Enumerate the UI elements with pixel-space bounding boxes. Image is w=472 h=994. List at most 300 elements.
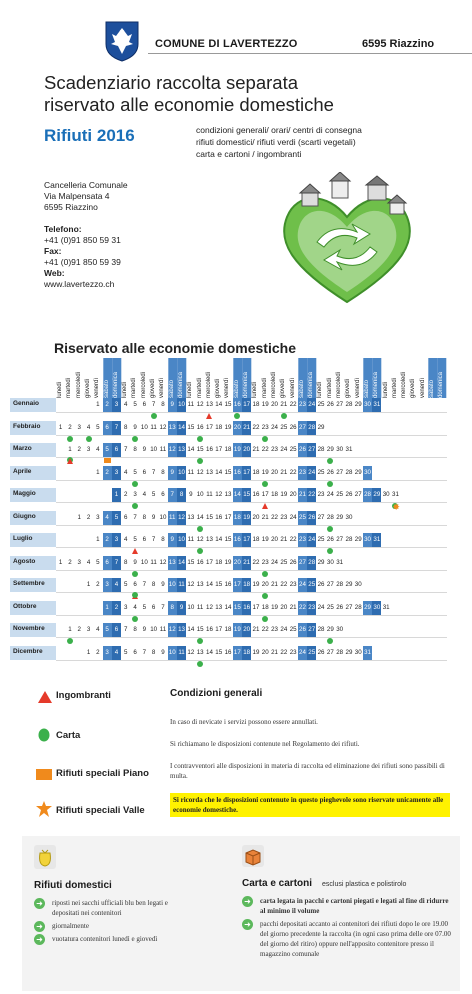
calendar-day: 2 (124, 491, 128, 498)
calendar-day: 5 (103, 623, 112, 637)
calendar-day: 23 (271, 446, 278, 453)
calendar-day: 13 (206, 401, 213, 408)
calendar-day: 7 (151, 536, 156, 543)
calendar-day: 6 (103, 421, 112, 435)
weekday-header: lunedì (382, 381, 389, 398)
calendar-day: 18 (233, 511, 242, 525)
calendar-day: 8 (168, 601, 177, 615)
calendar-day: 22 (289, 401, 297, 408)
calendar-day: 5 (142, 603, 147, 611)
calendar-day: 29 (354, 468, 362, 476)
piano-marker (104, 458, 111, 463)
calendar-day: 6 (133, 581, 137, 588)
calendar-day: 20 (289, 491, 297, 498)
calendar-day: 12 (168, 443, 177, 457)
calendar-day: 1 (58, 558, 63, 566)
subtitle (196, 124, 416, 160)
calendar-day: 20 (261, 581, 269, 588)
weekday-header: mercoledì (270, 371, 277, 398)
calendar-day: 4 (142, 491, 147, 498)
calendar-day: 9 (168, 466, 177, 480)
calendar-day: 24 (298, 646, 307, 660)
calendar-day: 25 (317, 401, 325, 408)
calendar-day: 27 (336, 536, 344, 543)
page-title (44, 72, 444, 116)
calendar-day: 27 (317, 513, 325, 521)
subtitle-line: rifiuti domestici/ rifiuti verdi (scarti vegetali) (196, 137, 356, 147)
month-label: Novembre (10, 623, 56, 637)
calendar-day: 5 (124, 648, 128, 656)
calendar-day: 17 (206, 558, 213, 566)
row-divider (56, 412, 447, 413)
calendar-day: 16 (233, 466, 242, 480)
weekday-header: venerdì (224, 377, 231, 398)
calendar-day: 13 (177, 443, 186, 457)
calendar-day: 31 (345, 446, 353, 453)
calendar-day: 22 (271, 513, 278, 521)
calendar-day: 24 (280, 626, 288, 633)
row-divider (56, 435, 447, 436)
legend-carta: Carta (56, 730, 81, 741)
carta-marker (327, 481, 333, 487)
calendar-day: 29 (317, 558, 325, 566)
calendar-day: 9 (133, 558, 137, 566)
calendar-day: 21 (298, 488, 307, 502)
calendar-day: 30 (363, 533, 372, 547)
calendar-day: 19 (280, 491, 288, 498)
valle-marker: ✸ (392, 502, 400, 512)
carta-marker (67, 436, 73, 442)
calendar-day: 15 (224, 401, 232, 408)
calendar-day: 22 (289, 536, 297, 543)
calendar-day: 12 (196, 468, 204, 476)
arrow-right-icon: ➜ (34, 898, 45, 909)
office-name: Cancelleria Comunale (44, 180, 128, 190)
calendar-day: 17 (242, 533, 251, 547)
calendar-day: 10 (177, 533, 186, 547)
calendar-day: 27 (345, 603, 353, 611)
calendar-day: 7 (124, 446, 128, 453)
calendar-day: 1 (96, 468, 100, 476)
calendar-day: 20 (271, 536, 278, 543)
calendar-day: 22 (261, 446, 269, 453)
weekday-header: mercoledì (75, 371, 82, 398)
calendar-day: 15 (215, 581, 223, 588)
month-label: Aprile (10, 466, 56, 480)
calendar-day: 14 (215, 536, 223, 543)
carta-marker (67, 638, 73, 644)
calendar-day: 26 (326, 536, 334, 543)
weekday-header: martedì (391, 377, 398, 398)
calendar-day: 3 (112, 466, 121, 480)
calendar-day: 16 (196, 423, 204, 431)
contact-block (44, 180, 244, 290)
calendar-day: 3 (77, 558, 81, 566)
calendar-day: 17 (206, 423, 213, 431)
calendar-day: 29 (372, 488, 381, 502)
calendar-day: 10 (168, 646, 177, 660)
calendar-day: 20 (271, 401, 278, 408)
calendar-day: 23 (298, 533, 307, 547)
calendar-day: 19 (261, 401, 269, 408)
calendar-day: 10 (140, 423, 148, 431)
calendar-day: 11 (187, 401, 195, 408)
calendar-day: 12 (159, 558, 167, 566)
calendar-day: 7 (161, 603, 165, 611)
arrow-right-icon: ➜ (34, 934, 45, 945)
calendar-day: 20 (280, 603, 288, 611)
calendar-day: 7 (112, 421, 121, 435)
month-label: Ottobre (10, 601, 56, 615)
calendar-day: 26 (298, 623, 307, 637)
calendar-day: 22 (307, 488, 316, 502)
calendar-day: 5 (124, 581, 128, 588)
calendar-day: 20 (233, 421, 242, 435)
calendar-day: 27 (354, 491, 362, 498)
weekday-header: mercoledì (336, 371, 342, 398)
calendar-day: 22 (298, 601, 307, 615)
calendar-day: 9 (142, 626, 147, 633)
calendar-day: 1 (58, 423, 63, 431)
calendar-day: 16 (206, 446, 213, 453)
calendar-day: 19 (233, 623, 242, 637)
calendar-day: 3 (96, 513, 100, 521)
carta-marker (132, 481, 138, 487)
calendar-day: 6 (142, 401, 147, 408)
calendar-day: 22 (252, 423, 260, 431)
calendar-day: 18 (242, 578, 251, 592)
calendar-day: 25 (317, 536, 325, 543)
calendar-day: 7 (168, 488, 177, 502)
calendar-day: 27 (298, 556, 307, 570)
calendar-day: 17 (215, 626, 223, 633)
calendar-day: 2 (103, 466, 112, 480)
calendar-day: 4 (124, 468, 128, 476)
calendar-day: 12 (206, 603, 213, 611)
carta-marker (197, 638, 203, 644)
calendar-day: 23 (261, 423, 269, 431)
calendar-day: 17 (261, 491, 269, 498)
office-street: Via Malpensata 4 (44, 191, 110, 201)
calendar-day: 23 (317, 491, 325, 498)
calendar-day: 17 (252, 603, 260, 611)
calendar-day: 5 (103, 443, 112, 457)
calendar-day: 21 (271, 648, 278, 656)
calendar-day: 2 (68, 423, 72, 431)
calendar-day: 10 (177, 398, 186, 412)
calendar-day: 4 (112, 646, 121, 660)
calendar-day: 27 (326, 581, 334, 588)
carta-marker (262, 481, 268, 487)
calendar-day: 4 (124, 536, 128, 543)
calendar-day: 8 (124, 558, 128, 566)
calendar-day: 19 (233, 443, 242, 457)
calendar-day: 10 (140, 558, 148, 566)
ingombranti-marker (67, 458, 73, 464)
subtitle-line: carta e cartoni / ingombranti (196, 149, 302, 159)
calendar-day: 3 (124, 603, 128, 611)
calendar-day: 7 (124, 626, 128, 633)
valle-legend-icon (36, 801, 52, 822)
condition-regulation: Si richiamano le disposizioni contenute nel Regolamento dei rifiuti. (170, 740, 360, 748)
calendar-day: 21 (289, 603, 297, 611)
month-label: Luglio (10, 533, 56, 547)
calendar-day: 10 (150, 446, 158, 453)
calendar-day: 14 (206, 648, 213, 656)
weekday-header: lunedì (187, 381, 194, 398)
calendar-day: 25 (317, 468, 325, 476)
carta-marker (197, 548, 203, 554)
calendar-day: 30 (363, 398, 372, 412)
calendar-day: 29 (317, 423, 325, 431)
calendar-day: 23 (298, 466, 307, 480)
row-divider (56, 480, 447, 481)
calendar-day: 28 (354, 603, 362, 611)
calendar-day: 17 (242, 398, 251, 412)
weekday-header: venerdì (159, 377, 166, 398)
calendar-day: 18 (271, 491, 278, 498)
calendar-day: 3 (133, 491, 137, 498)
calendar-day: 15 (242, 488, 251, 502)
calendar-day: 22 (261, 626, 269, 633)
calendar-day: 25 (336, 491, 344, 498)
calendar-day: 6 (142, 468, 147, 476)
calendar-day: 18 (224, 626, 232, 633)
calendar-day: 29 (363, 601, 372, 615)
weekday-header: mercoledì (401, 371, 408, 398)
month-label: Maggio (10, 488, 56, 502)
calendar-day: 20 (271, 468, 278, 476)
weekday-header: domenica (112, 358, 121, 398)
list-item: ➜ riposti nei sacchi ufficiali blu ben legati e depositati nei contenitori (34, 898, 174, 918)
calendar-day: 26 (317, 581, 325, 588)
calendar-day: 14 (215, 401, 223, 408)
calendar-day: 24 (307, 398, 316, 412)
rifiuti-domestici-list (34, 898, 174, 947)
calendar-day: 29 (326, 446, 334, 453)
calendar-day: 11 (159, 446, 167, 453)
calendar-day: 9 (189, 491, 193, 498)
calendar-day: 10 (150, 626, 158, 633)
month-label: Marzo (10, 443, 56, 457)
calendar-day: 25 (280, 423, 288, 431)
weekday-header: domenica (177, 358, 186, 398)
calendar-day: 13 (196, 648, 204, 656)
calendar-day: 21 (242, 556, 251, 570)
calendar-day: 7 (142, 648, 147, 656)
list-item: ➜ vuotatura contenitori lunedì e giovedì (34, 934, 174, 944)
calendar-day: 5 (96, 558, 100, 566)
calendar-day: 13 (206, 536, 213, 543)
calendar-day: 6 (161, 491, 165, 498)
calendar-day: 3 (112, 398, 121, 412)
calendar-day: 26 (326, 401, 334, 408)
calendar-day: 17 (224, 513, 232, 521)
calendar-day: 6 (124, 513, 128, 521)
calendar-day: 6 (142, 536, 147, 543)
calendar-day: 16 (242, 601, 251, 615)
weekday-header: mercoledì (140, 371, 147, 398)
calendar-day: 4 (112, 578, 121, 592)
calendar-day: 8 (161, 536, 165, 543)
calendar-day: 14 (187, 446, 195, 453)
calendar-day: 21 (252, 446, 260, 453)
calendar-day: 31 (372, 398, 381, 412)
condition-fines: I contravventori alle disposizioni in materia di raccolta ed eliminazione dei rifiuti sono passibili di multa. (170, 762, 445, 780)
calendar-day: 26 (336, 603, 344, 611)
calendar-day: 16 (224, 581, 232, 588)
fax-label: Fax: (44, 246, 62, 256)
calendar-day: 13 (177, 623, 186, 637)
carta-marker (262, 436, 268, 442)
section-title: Riservato alle economie domestiche (54, 340, 296, 356)
calendar-day: 30 (336, 446, 344, 453)
calendar-day: 11 (159, 626, 167, 633)
calendar-day: 15 (187, 558, 195, 566)
calendar-day: 9 (177, 601, 186, 615)
arrow-right-icon: ➜ (34, 921, 45, 932)
weekday-header: sabato (363, 358, 372, 398)
conditions-title: Condizioni generali (170, 688, 263, 699)
calendar-day: 20 (242, 443, 251, 457)
calendar-day: 6 (112, 443, 121, 457)
calendar-day: 19 (252, 648, 260, 656)
title-line-2: riservato alle economie domestiche (44, 94, 334, 115)
calendar-day: 11 (177, 646, 186, 660)
calendar-day: 29 (336, 513, 344, 521)
calendar-day: 6 (103, 556, 112, 570)
calendar-day: 7 (112, 556, 121, 570)
month-label: Giugno (10, 511, 56, 525)
calendar-day: 19 (224, 423, 232, 431)
calendar-day: 4 (96, 446, 100, 453)
weekday-header: lunedì (122, 381, 129, 398)
row-divider (56, 570, 447, 571)
recycling-heart-illustration (272, 172, 422, 312)
cardboard-box-icon (242, 845, 264, 867)
calendar-day: 5 (133, 468, 137, 476)
phone-number[interactable]: +41 (0)91 850 59 31 (44, 235, 121, 245)
calendar-day: 11 (177, 578, 186, 592)
calendar-day: 3 (86, 626, 91, 633)
calendar-day: 24 (326, 491, 334, 498)
municipality-name: COMUNE DI LAVERTEZZO (155, 38, 298, 50)
calendar-day: 16 (224, 648, 232, 656)
list-item: ➜ carta legata in pacchi e cartoni piegati e legati al fine di ridurre al minimo il volume (242, 896, 452, 916)
calendar-day: 19 (224, 558, 232, 566)
calendar-day: 2 (103, 533, 112, 547)
carta-marker (132, 592, 138, 598)
calendar-day: 19 (271, 603, 278, 611)
calendar-day: 24 (271, 423, 278, 431)
calendar-day: 20 (242, 623, 251, 637)
calendar-day: 12 (177, 511, 186, 525)
calendar-day: 8 (151, 648, 156, 656)
calendar-day: 23 (271, 626, 278, 633)
calendar-day: 9 (168, 398, 177, 412)
conditions (170, 688, 450, 829)
weekday-header: lunedì (57, 381, 63, 398)
calendar-day: 27 (298, 421, 307, 435)
calendar-day: 11 (150, 423, 157, 431)
calendar-day: 11 (150, 558, 157, 566)
calendar-day: 13 (206, 468, 213, 476)
calendar-day: 6 (112, 623, 121, 637)
calendar-day: 28 (317, 626, 325, 633)
calendar-day: 14 (233, 488, 242, 502)
calendar-day: 27 (307, 443, 316, 457)
calendar-day: 21 (280, 401, 288, 408)
web-label: Web: (44, 268, 65, 278)
rifiuti-domestici-title: Rifiuti domestici (34, 880, 112, 891)
weekday-header: venerdì (289, 377, 296, 398)
carta-marker (132, 503, 138, 509)
calendar-day: 26 (326, 468, 334, 476)
website-link[interactable]: www.lavertezzo.ch (44, 279, 115, 289)
calendar-day: 6 (133, 648, 137, 656)
calendar-day: 17 (233, 578, 242, 592)
carta-marker (234, 413, 240, 419)
calendar-day: 13 (224, 491, 232, 498)
carta-marker (132, 571, 138, 577)
calendar-day: 15 (224, 468, 232, 476)
calendar-day: 15 (215, 648, 223, 656)
calendar-day: 10 (187, 603, 195, 611)
weekday-header: martedì (326, 377, 333, 398)
calendar-day: 14 (206, 581, 213, 588)
weekday-header: giovedì (84, 378, 91, 398)
calendar-day: 14 (215, 468, 223, 476)
calendar-day: 30 (354, 648, 362, 656)
carta-marker (262, 571, 268, 577)
list-item: ➜ pacchi depositati accanto ai contenitori dei rifiuti dopo le ore 19.00 del giorno precedente la raccolta (in ogni caso prima delle ore 07.00 del giorno del ritiro) oppure nell'apposito contenitore presso il magazzino comunale (242, 919, 452, 959)
subtitle-line: condizioni generali/ orari/ centri di consegna (196, 125, 362, 135)
calendar-day: 3 (112, 533, 121, 547)
calendar-day: 31 (382, 603, 390, 611)
weekday-header: sabato (233, 358, 242, 398)
calendar-day: 8 (161, 401, 165, 408)
calendar-day: 15 (233, 601, 242, 615)
calendar-day: 28 (336, 648, 344, 656)
calendar-day: 24 (289, 513, 297, 521)
calendar-day: 25 (307, 578, 316, 592)
calendar-day: 24 (280, 446, 288, 453)
calendar-day: 19 (261, 536, 269, 543)
list-item: ➜ giornalmente (34, 921, 174, 931)
title-line-1: Scadenziario raccolta separata (44, 72, 299, 93)
office-city: 6595 Riazzino (44, 202, 98, 212)
calendar-day: 28 (336, 581, 344, 588)
calendar-day: 17 (242, 466, 251, 480)
calendar-day: 15 (206, 513, 213, 521)
calendar-day: 4 (103, 511, 112, 525)
calendar-day: 2 (77, 446, 81, 453)
page-header (0, 0, 472, 70)
calendar-day: 25 (289, 626, 297, 633)
carta-marker (86, 436, 92, 442)
calendar-day: 3 (77, 423, 81, 431)
calendar-day: 29 (345, 648, 353, 656)
calendar-day: 4 (133, 603, 137, 611)
calendar-day: 9 (161, 581, 165, 588)
calendar-day: 22 (280, 648, 288, 656)
calendar-day: 23 (280, 513, 288, 521)
calendar-day: 21 (252, 626, 260, 633)
calendar-day: 16 (206, 626, 213, 633)
calendar-day: 7 (142, 581, 147, 588)
calendar-day: 13 (196, 581, 204, 588)
weekday-header: martedì (261, 377, 268, 398)
